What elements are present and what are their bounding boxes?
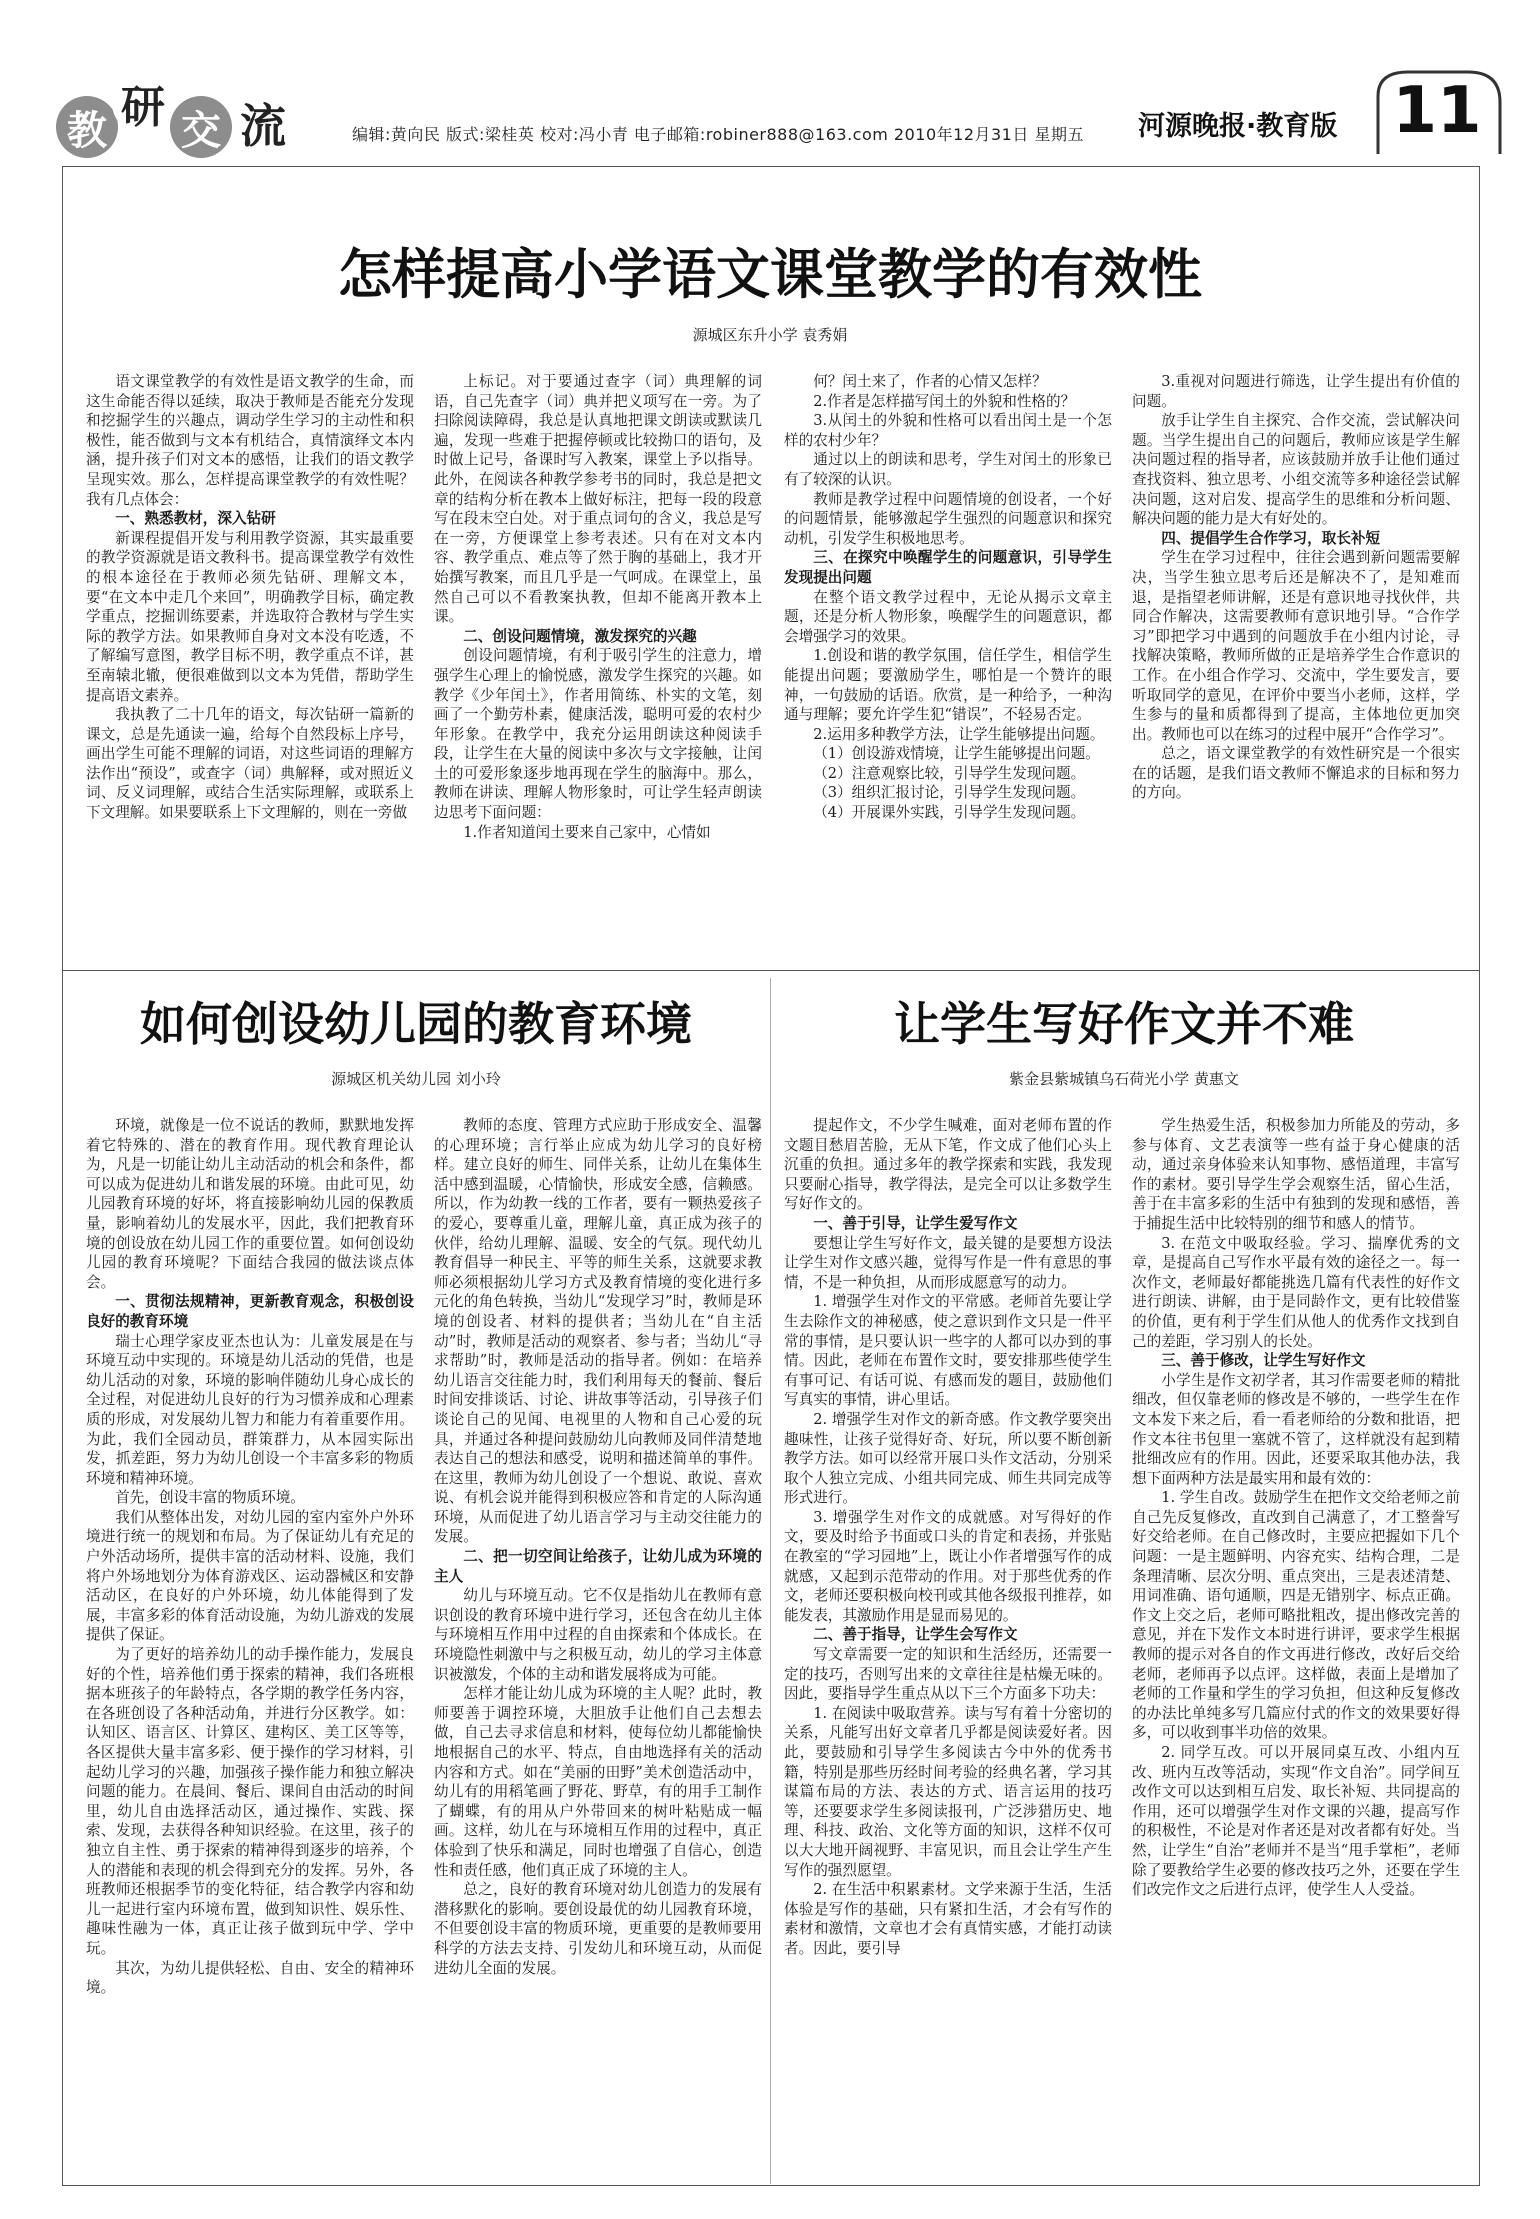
paragraph: 幼儿与环境互动。它不仅是指幼儿在教师有意识创设的教育环境中进行学习，还包含在幼儿主体与环境相互作用中过程的自由探索和个体成长。在环境隐性刺激中与之积极互动，幼儿的学习主体意识被激发，个体的主动和谐发展将成为可能。 <box>434 1587 762 1683</box>
page-number: 11 <box>1392 74 1482 148</box>
paragraph: 2. 同学互改。可以开展同桌互改、小组内互改、班内互改等活动，实现“作文自治”。同学间互改作文可以达到相互启发、取长补短、共同提高的作用，还可以增强学生对作文课的兴趣，提高写作的积极性，不论是对作者还是对改者都有好处。当然，让学生“自治”老师并不是当“甩手掌柜”，老师除了要教给学生必要的修改技巧之外，还要在学生们改完作文之后进行点评，使学生人人受益。 <box>1132 1744 1460 1899</box>
article-1-column-4 <box>1132 372 1460 962</box>
paragraph: 教师是教学过程中问题情境的创设者，一个好的问题情景，能够激起学生强烈的问题意识和探究动机，引发学生积极地思考。 <box>784 490 1112 547</box>
paragraph: 何？闰土来了，作者的心情又怎样？ <box>813 373 1047 390</box>
paragraph: 新课程提倡开发与利用教学资源，其实最重要的教学资源就是语文教科书。提高课堂教学有效性的根本途径在于教师必须先钻研、理解文本，要“在文本中走几个来回”，明确教学目标，确定教学重点，挖掘训练要素，并选取符合教材与学生实际的教学方法。如果教师自身对文本没有吃透，不了解编写意图，教学目标不明，教学重点不详，甚至南辕北辙，便很难做到以文本为凭借，帮助学生提高语文素养。 <box>86 529 414 704</box>
article-3-column-2 <box>1132 1116 1460 2176</box>
paragraph: 2.作者是怎样描写闰土的外貌和性格的？ <box>813 392 1076 410</box>
article-1-byline: 源城区东升小学 袁秀娟 <box>692 326 848 344</box>
paragraph: 放手让学生自主探究、合作交流，尝试解决问题。当学生提出自己的问题后，教师应该是学生解决问题过程的指导者，应该鼓励并放手让他们通过查找资料、独立思考、小组交流等多种途径尝试解决问题，这对启发、提高学生的思维和分析问题、解决问题的能力是大有好处的。 <box>1132 412 1460 528</box>
paragraph: 学生在学习过程中，往往会遇到新问题需要解决，当学生独立思考后还是解决不了，是知难而退，是指望老师讲解，还是有意识地寻找伙伴，共同合作解决，这需要教师有意识地引导。“合作学习”即把学习中遇到的问题放手在小组内讨论，寻找解决策略，教师所做的正是培养学生合作意识的工作。在小组合作学习、交流中，学生要发言，要听取同学的意见，在评价中要当小老师，这样，学生参与的量和质都得到了提高，主体地位更加突出。教师也可以在练习的过程中展开“合作学习”。 <box>1132 549 1460 743</box>
section-heading: 一、熟悉教材，深入钻研 <box>115 510 276 528</box>
section-heading: 一、贯彻法规精神，更新教育观念，积极创设良好的教育环境 <box>86 1293 414 1330</box>
article-2-byline: 源城区机关幼儿园 刘小玲 <box>331 1070 501 1088</box>
paragraph: 2.运用多种教学方法，让学生能够提出问题。 <box>813 725 1105 743</box>
article-3-column-1 <box>784 1116 1112 2176</box>
section-heading: 二、创设问题情境，激发探究的兴趣 <box>463 627 697 645</box>
masthead-info: 编辑:黄向民 版式:梁桂英 校对:冯小青 电子邮箱:robiner888@163.com 2010年12月31日 星期五 <box>352 125 1084 144</box>
paragraph: 语文课堂教学的有效性是语文教学的生命，而这生命能否得以延续，取决于教师是否能充分发现和挖掘学生的兴趣点，调动学生学习的主动性和积极性，能否做到与文本有机结合，真情演绎文本内涵，提升孩子们对文本的感悟，让我们的语文教学呈现实效。那么，怎样提高课堂教学的有效性呢？我有几点体会： <box>86 373 414 508</box>
paragraph: 创设问题情境，有利于吸引学生的注意力，增强学生心理上的愉悦感，激发学生探究的兴趣。如教学《少年闰土》，作者用简练、朴实的文笔，刻画了一个勤劳朴素，健康活泼，聪明可爱的农村少年形象。在教学中，我充分运用朗读这种阅读手段，让学生在大量的阅读中多次与文字接触，让闰土的可爱形象逐步地再现在学生的脑海中。那么，教师在讲读、理解人物形象时，可让学生轻声朗读边思考下面问题： <box>434 647 762 822</box>
paragraph: 1. 增强学生对作文的平常感。老师首先要让学生去除作文的神秘感，使之意识到作文只是一件平常的事情，是只要认识一些字的人都可以办到的事情。因此，老师在布置作文时，要安排那些使学生有事可记、有话可说、有感而发的题目，鼓励他们写真实的事情，讲心里话。 <box>784 1293 1112 1409</box>
paragraph: 我们从整体出发，对幼儿园的室内室外户外环境进行统一的规划和布局。为了保证幼儿有充足的户外活动场所，提供丰富的活动材料、设施，我们将户外场地划分为体育游戏区、运动器械区和安静活动区，在良好的户外环境，幼儿体能得到了发展，丰富多彩的体育活动设施，为幼儿游戏的发展提供了保证。 <box>86 1508 414 1644</box>
newspaper-brand: 河源晚报·教育版 <box>1138 111 1338 142</box>
paragraph: 通过以上的朗读和思考，学生对闰土的形象已有了较深的认识。 <box>784 451 1112 488</box>
article-1-column-1 <box>86 372 414 962</box>
section-heading: 三、善于修改，让学生写好作文 <box>1161 1352 1366 1370</box>
article-1-column-3 <box>784 372 1112 962</box>
paragraph: 我执教了二十几年的语文，每次钻研一篇新的课文，总是先通读一遍，给每个自然段标上序号，画出学生可能不理解的词语，对这些词语的理解方法作出“预设”，或查字（词）典解释，或对照近义词、反义词理解，或结合生活实际理解，或联系上下文理解。如果要联系上下文理解的，则在一旁做 <box>86 706 414 822</box>
paragraph: 学生热爱生活，积极参加力所能及的劳动，多参与体育、文艺表演等一些有益于身心健康的活动，通过亲身体验来认知事物、感悟道理，丰富写作的素材。要引导学生学会观察生活，留心生活，善于在丰富多彩的生活中有独到的发现和感悟，善于捕捉生活中比较特别的细节和感人的情节。 <box>1132 1117 1460 1232</box>
paragraph: 在整个语文教学过程中，无论从揭示文章主题，还是分析人物形象，唤醒学生的问题意识，都会增强学习的效果。 <box>784 588 1112 645</box>
article-1-title: 怎样提高小学语文课堂教学的有效性 <box>338 243 1202 306</box>
paragraph: 小学生是作文初学者，其习作需要老师的精批细改，但仅靠老师的修改是不够的，一些学生在作文本发下来之后，看一看老师给的分数和批语，把作文本往书包里一塞就不管了，这样就没有起到精批细改应有的作用。因此，还要采取其他办法，我想下面两种方法是最实用和最有效的： <box>1132 1371 1460 1487</box>
article-2-column-2 <box>434 1116 762 2176</box>
paragraph: 环境，就像是一位不说话的教师，默默地发挥着它特殊的、潜在的教育作用。现代教育理论认为，凡是一切能让幼儿主动活动的机会和条件，都可以成为促进幼儿和谐发展的环境。由此可见，幼儿园教育环境的好坏，将直接影响幼儿园的保教质量，影响着幼儿的发展水平，因此，我们把教育环境的创设放在幼儿园工作的重要位置。如何创设幼儿园的教育环境呢？下面结合我园的做法谈点体会。 <box>86 1117 414 1291</box>
section-heading: 一、善于引导，让学生爱写作文 <box>813 1214 1018 1232</box>
paragraph: 上标记。对于要通过查字（词）典理解的词语，自己先查字（词）典并把义项写在一旁。为了扫除阅读障碍，我总是认真地把课文朗读或默读几遍，发现一些难于把握停顿或比较拗口的语句，及时做上记号，备课时写入教案，课堂上予以指导。此外，在阅读各种教学参考书的同时，我总是把文章的结构分析在教本上做好标注，把每一段的段意写在段末空白处。对于重点词句的含义，我总是写在一旁，方便课堂上参考表述。只有在对文本内容、教学重点、难点等了然于胸的基础上，我才开始撰写教案，而且几乎是一气呵成。在课堂上，虽然自己可以不看教案执教，但却不能离开教本上课。 <box>434 373 762 626</box>
paragraph: 瑞士心理学家皮亚杰也认为：儿童发展是在与环境互动中实现的。环境是幼儿活动的凭借，也是幼儿活动的对象，环境的影响伴随幼儿身心成长的全过程，对促进幼儿良好的行为习惯养成和心理素质的形成，对发展幼儿智力和能力有着重要作用。为此，我们全园动员，群策群力，从本园实际出发，抓差距，努力为幼儿创设一个丰富多彩的物质环境和精神环境。 <box>86 1332 414 1487</box>
paragraph: 怎样才能让幼儿成为环境的主人呢？此时，教师要善于调控环境，大胆放手让他们自己去想去做，自己去寻求信息和材料，使每位幼儿都能愉快地根据自己的水平、特点，自由地选择有关的活动内容和方式。如在“美丽的田野”美术创造活动中，幼儿有的用稻笔画了野花、野草，有的用手工制作了蝴蝶，有的用从户外带回来的树叶粘贴成一幅画。这样，幼儿在与环境相互作用的过程中，真正体验到了快乐和满足，同时也增强了自信心，创造性和责任感，他们真正成了环境的主人。 <box>434 1685 762 1879</box>
article-1-column-2 <box>434 372 762 962</box>
paragraph: 1. 学生自改。鼓励学生在把作文交给老师之前自己先反复修改，直改到自己满意了，才工整誊写好交给老师。在自己修改时，主要应把握如下几个问题：一是主题鲜明、内容充实、结构合理，二是条理清晰、层次分明、重点突出，三是表述清楚、用词准确、语句通顺，四是无错别字、标点正确。作文上交之后，老师可略批粗改，提出修改完善的意见，并在下发作文本时进行讲评，要求学生根据教师的提示对各自的作文再进行修改，改好后交给老师，老师再予以点评。这样做，表面上是增加了老师的工作量和学生的学习负担，但这种反复修改的办法比单纯多写几篇应付式的作文的效果要好得多，可以收到事半功倍的效果。 <box>1132 1489 1460 1742</box>
paragraph: 提起作文，不少学生喊难，面对老师布置的作文题目愁眉苦脸，无从下笔，作文成了他们心头上沉重的负担。通过多年的教学探索和实践，我发现只要耐心指导，教学得法，是完全可以让多数学生写好作文的。 <box>784 1117 1112 1213</box>
article-3-byline: 紫金县紫城镇乌石荷光小学 黄惠文 <box>1009 1070 1239 1088</box>
paragraph: 要想让学生写好作文，最关键的是要想方设法让学生对作文感兴趣，觉得写作是一件有意思的事情，不是一种负担，从而形成愿意写的动力。 <box>784 1234 1112 1291</box>
paragraph: 写文章需要一定的知识和生活经历，还需要一定的技巧，否则写出来的文章往往是枯燥无味的。因此，要指导学生重点从以下三个方面多下功夫： <box>784 1646 1112 1703</box>
section-seal-char: 流 <box>232 92 294 154</box>
section-seal-char: 研 <box>112 72 174 134</box>
paragraph: 3. 在范文中吸取经验。学习、揣摩优秀的文章，是提高自己写作水平最有效的途径之一。每一次作文，老师最好都能挑选几篇有代表性的好作文进行朗读、讲解，由于是同龄作文，更有比较借鉴的价值，更有利于学生们从他人的优秀作文找到自己的差距，学习别人的长处。 <box>1132 1234 1460 1350</box>
paragraph: （4）开展课外实践，引导学生发现问题。 <box>813 804 1086 822</box>
section-heading: 四、提倡学生合作学习，取长补短 <box>1161 529 1381 547</box>
paragraph: （3）组织汇报讨论，引导学生发现问题。 <box>813 784 1086 802</box>
paragraph: 1.创设和谐的教学氛围，信任学生，相信学生能提出问题；要激励学生，哪怕是一个赞许的眼神，一句鼓励的话语。欣赏，是一种给予，一种沟通与理解；要允许学生犯“错误”，不轻易否定。 <box>784 647 1112 724</box>
masthead <box>0 0 1540 154</box>
paragraph: 其次，为幼儿提供轻松、自由、安全的精神环境。 <box>86 1959 414 1997</box>
paragraph: 总之，良好的教育环境对幼儿创造力的发展有潜移默化的影响。要创设最优的幼儿园教育环境，不但要创设丰富的物质环境，更重要的是教师要用科学的方法去支持、引发幼儿和环境互动，从而促进幼儿全面的发展。 <box>434 1881 762 1977</box>
section-heading: 二、把一切空间让给孩子，让幼儿成为环境的主人 <box>434 1548 762 1585</box>
paragraph: （2）注意观察比较，引导学生发现问题。 <box>813 764 1086 782</box>
section-seal-char: 教 <box>56 96 118 158</box>
article-3-title: 让学生写好作文并不难 <box>894 997 1354 1051</box>
paragraph: 1. 在阅读中吸取营养。读与写有着十分密切的关系，凡能写出好文章者几乎都是阅读爱好者。因此，要鼓励和引导学生多阅读古今中外的优秀书籍，特别是那些历经时间考验的经典名著，学习其谋篇布局的方法、表达的方式、语言运用的技巧等，还要要求学生多阅读报刊，广泛涉猎历史、地理、科技、政治、文化等方面的知识，这样不仅可以大大地开阔视野、丰富见识，而且会让学生产生写作的强烈愿望。 <box>784 1704 1112 1879</box>
article-2-title: 如何创设幼儿园的教育环境 <box>140 997 692 1051</box>
paragraph: 3. 增强学生对作文的成就感。对写得好的作文，要及时给予书面或口头的肯定和表扬，并张贴在教室的“学习园地”上，既让小作者增强写作的成就感，又起到示范带动的作用。对于那些优秀的作文，老师还要积极向校刊或其他各级报刊推荐，如能发表，其激励作用是显而易见的。 <box>784 1508 1112 1624</box>
section-heading: 三、在探究中唤醒学生的问题意识，引导学生发现提出问题 <box>784 549 1112 586</box>
section-heading: 二、善于指导，让学生会写作文 <box>813 1626 1018 1644</box>
paragraph: 2. 在生活中积累素材。文学来源于生活，生活体验是写作的基础，只有紧扣生活，才会有写作的素材和激情，文章也才会有真情实感，才能打动读者。因此，要引导 <box>784 1881 1112 1957</box>
article-2-column-1 <box>86 1116 414 2176</box>
paragraph: 3.从闰土的外貌和性格可以看出闰土是一个怎样的农村少年？ <box>784 412 1112 449</box>
section-seal-char: 交 <box>170 96 232 158</box>
paragraph: 1.作者知道闰土要来自己家中，心情如 <box>463 823 711 841</box>
paragraph: 为了更好的培养幼儿的动手操作能力，发展良好的个性，培养他们勇于探索的精神，我们各班根据本班孩子的年龄特点，各学期的教学任务内容，在各班创设了各种活动角，并进行分区教学。如：认知区、语言区、计算区、建构区、美工区等等，各区提供大量丰富多彩、便于操作的学习材料，引起幼儿学习的兴趣，加强孩子操作能力和独立解决问题的能力。在晨间、餐后、课间自由活动的时间里，幼儿自由选择活动区，通过操作、实践、探索、发现，去获得各种知识经验。在这里，孩子的独立自主性、勇于探索的精神得到逐步的培养，个人的潜能和表现的机会得到充分的发挥。另外，各班教师还根据季节的变化特征，结合教学内容和幼儿一起进行室内环境布置，做到知识性、娱乐性、趣味性融为一体，真正让孩子做到玩中学、学中玩。 <box>86 1646 414 1957</box>
paragraph: 首先，创设丰富的物质环境。 <box>115 1489 305 1507</box>
paragraph: 2. 增强学生对作文的新奇感。作文教学要突出趣味性，让孩子觉得好奇、好玩，所以要不断创新教学方法。如可以经常开展口头作文活动，分别采取个人独立完成、小组共同完成、师生共同完成等形式进行。 <box>784 1410 1112 1507</box>
paragraph: 教师的态度、管理方式应助于形成安全、温馨的心理环境；言行举止应成为幼儿学习的良好榜样。建立良好的师生、同伴关系，让幼儿在集体生活中感到温暖，心情愉快，形成安全感，信赖感。所以，作为幼教一线的工作者，要有一颗热爱孩子的爱心，要尊重儿童，理解儿童，真正成为孩子的伙伴，给幼儿理解、温暖、安全的气氛。现代幼儿教育倡导一种民主、平等的师生关系，这就要求教师必须根据幼儿学习方式及教育情境的变化进行多元化的角色转换，当幼儿“发现学习”时，教师是环境的创设者、材料的提供者；当幼儿在“自主活动”时，教师是活动的观察者、参与者；当幼儿“寻求帮助”时，教师是活动的指导者。例如：在培养幼儿语言交往能力时，我们利用每天的餐前、餐后时间安排谈话、讨论、讲故事等活动，引导孩子们谈论自己的见闻、电视里的人物和自己心爱的玩具，并通过各种提问鼓励幼儿向教师及同伴清楚地表达自己的想法和感受，说明和描述简单的事件。在这里，教师为幼儿创设了一个想说、敢说、喜欢说、有机会说并能得到积极应答和肯定的人际沟通环境，从而促进了幼儿语言学习与主动交往能力的发展。 <box>434 1117 762 1546</box>
paragraph: 3.重视对问题进行筛选，让学生提出有价值的问题。 <box>1132 373 1460 410</box>
paragraph: （1）创设游戏情境，让学生能够提出问题。 <box>813 745 1100 763</box>
section-divider <box>62 970 1480 971</box>
paragraph: 总之，语文课堂教学的有效性研究是一个很实在的话题，是我们语文教师不懈追求的目标和努力的方向。 <box>1132 745 1460 802</box>
column-divider <box>770 978 771 2184</box>
